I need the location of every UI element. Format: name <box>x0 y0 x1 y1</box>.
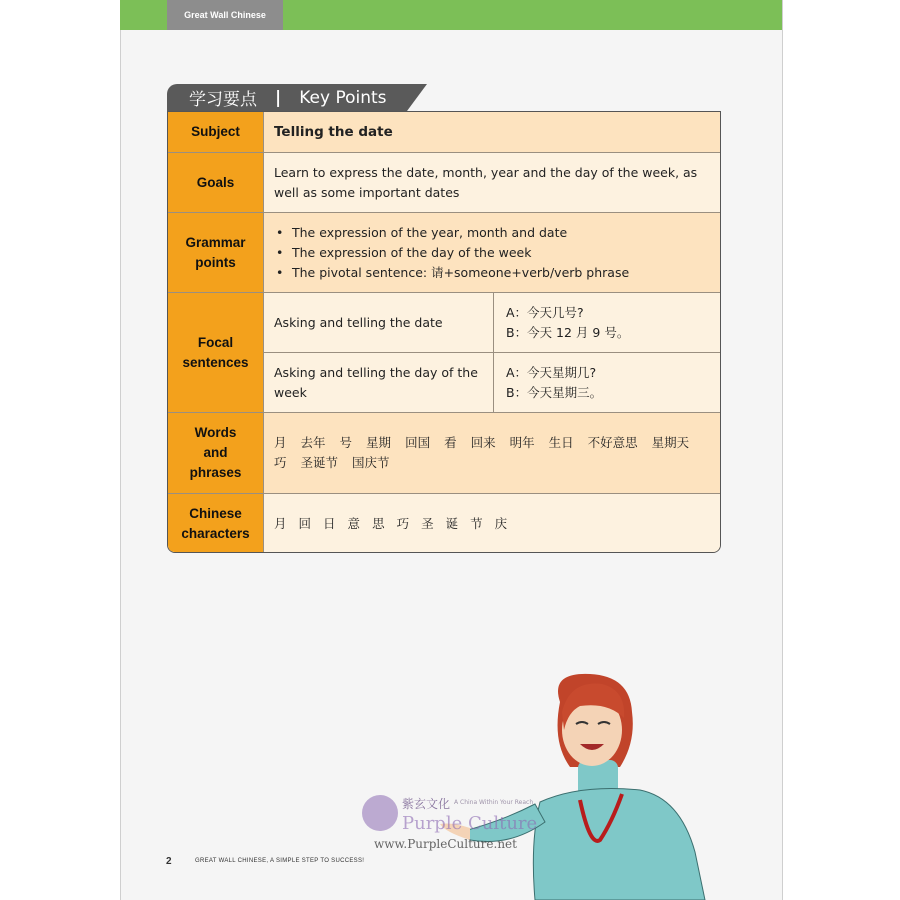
character-item: 意 <box>347 515 361 531</box>
title-separator: | <box>275 87 282 108</box>
characters-list <box>274 514 519 534</box>
characters-content <box>264 494 720 553</box>
words-content <box>264 413 720 493</box>
focal-dialogue <box>494 293 720 352</box>
watermark-url: www.PurpleCulture.net <box>374 837 517 851</box>
characters-label: Chinese characters <box>168 494 264 553</box>
character-item: 诞 <box>445 515 459 531</box>
key-points-header <box>167 84 407 111</box>
focal-topic: Asking and telling the date <box>264 293 494 352</box>
key-points-table <box>167 111 721 553</box>
watermark-brand: Purple Culture <box>402 813 538 834</box>
character-item: 节 <box>470 515 483 531</box>
words-list <box>274 433 710 473</box>
key-points-title-cn: 学习要点 <box>189 90 257 110</box>
focal-subrow <box>264 353 720 413</box>
page-number: 2 <box>166 856 172 867</box>
footer-tagline: GREAT WALL CHINESE, A SIMPLE STEP TO SUCCESS! <box>195 858 365 864</box>
watermark-logo-icon <box>362 795 398 831</box>
teacher-illustration <box>440 672 710 900</box>
focal-row <box>168 293 720 413</box>
focal-subrow <box>264 293 720 353</box>
header-tab-tail <box>407 84 427 111</box>
watermark-cn: 紫玄文化 <box>402 797 451 811</box>
focal-topic: Asking and telling the day of the week <box>264 353 494 413</box>
word-item: 不好意思 <box>587 435 638 450</box>
word-item: 生日 <box>548 435 574 450</box>
dialogue-line-a: A：今天几号? <box>506 304 584 320</box>
grammar-content <box>264 213 720 292</box>
focal-label: Focal sentences <box>168 293 264 412</box>
dialogue-line-a: A：今天星期几? <box>506 365 597 380</box>
word-item: 看 <box>444 435 457 450</box>
characters-row <box>168 494 720 553</box>
word-item: 国庆节 <box>352 455 390 470</box>
word-item: 回国 <box>405 435 431 450</box>
focal-dialogue <box>494 353 720 413</box>
dialogue-line-b: B：今天星期三。 <box>506 385 603 400</box>
word-item: 圣诞节 <box>300 455 339 470</box>
goals-row <box>168 153 720 213</box>
word-item: 去年 <box>300 435 326 450</box>
grammar-label: Grammar points <box>168 213 264 292</box>
watermark <box>362 793 542 857</box>
watermark-tagline: A China Within Your Reach <box>454 799 534 806</box>
subject-label: Subject <box>168 112 264 152</box>
character-item: 月 <box>274 515 287 531</box>
subject-value: Telling the date <box>274 124 393 140</box>
word-item: 星期 <box>366 435 392 450</box>
dialogue-line-b: B：今天 12 月 9 号。 <box>506 324 630 340</box>
word-item: 明年 <box>509 435 535 450</box>
character-item: 回 <box>298 515 312 531</box>
character-item: 庆 <box>494 515 508 531</box>
grammar-item: • The expression of the day of the week <box>292 243 629 263</box>
word-item: 号 <box>339 435 353 450</box>
word-item: 月 <box>274 435 287 450</box>
key-points-title-en: Key Points <box>299 87 387 108</box>
word-item: 回来 <box>470 435 496 450</box>
character-item: 日 <box>323 515 336 531</box>
grammar-row <box>168 213 720 293</box>
goals-value: Learn to express the date, month, year and the day of the week, as well as some important dates <box>274 164 698 200</box>
word-item: 巧 <box>274 455 287 470</box>
grammar-item: • The expression of the year, month and date <box>292 223 629 243</box>
goals-label: Goals <box>168 153 264 212</box>
character-item: 圣 <box>421 515 434 531</box>
words-label: Words and phrases <box>168 413 264 493</box>
character-item: 巧 <box>396 515 410 531</box>
character-item: 思 <box>372 515 385 531</box>
subject-row <box>168 112 720 153</box>
series-tab: Great Wall Chinese <box>167 0 283 30</box>
words-row <box>168 413 720 494</box>
word-item: 星期天 <box>651 435 690 450</box>
grammar-list <box>274 223 629 283</box>
grammar-item: • The pivotal sentence: 请+someone+verb/verb phrase <box>292 263 629 283</box>
